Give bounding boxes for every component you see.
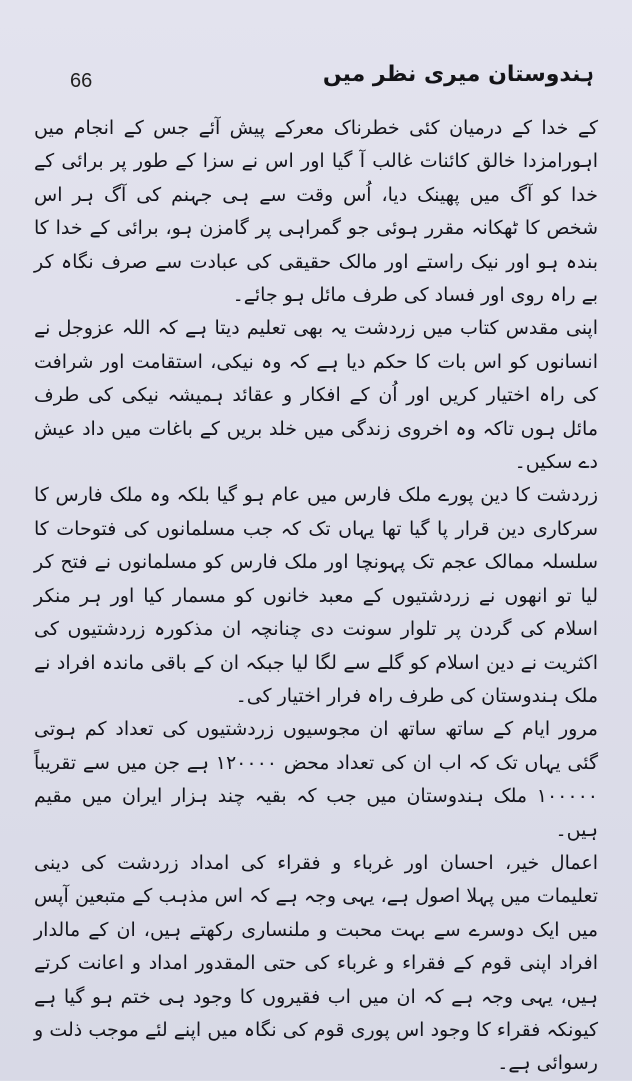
paragraph: اعمال خیر، احسان اور غرباء و فقراء کی امداد زردشت کی دینی تعلیمات میں پہلا اصول ہے، یہی وجہ ہے کہ اس مذہب کے متبعین آپس میں ایک دوسرے سے بہت محبت و ملنساری رکھتے ہیں، ان کے مالدار افراد اپنی قوم کے فقراء و غرباء کی حتی المقدور امداد و اعانت کرتے ہیں، یہی وجہ ہے کہ ان میں اب فقیروں کا وجود ہی ختم ہو گیا ہے کیونکہ فقراء کا وجود اس پوری قوم کی نگاہ میں اپنے لئے موجب ذلت و رسوائی ہے۔ [34,851,598,1075]
paragraph: مرور ایام کے ساتھ ساتھ ان مجوسیوں زردشتیوں کی تعداد کم ہوتی گئی یہاں تک کہ اب ان کی تعداد محض ۱۲۰۰۰۰ ہے جن میں سے تقریباً ۱۰۰۰۰۰ ملک ہندوستان میں جب کہ بقیہ چند ہزار ایران میں مقیم ہیں۔ [34,718,598,841]
paragraph: کے خدا کے درمیان کئی خطرناک معرکے پیش آئے جس کے انجام میں اہورامزدا خالق کائنات غالب آ گیا اور اس نے سزا کے طور پر برائی کے خدا کو آگ میں پھینک دیا، اُس وقت سے ہی جہنم کی آگ ہر اس شخص کا ٹھکانہ مقرر ہوئی جو گمراہی پر گامزن ہو، برائی کے خدا کا بندہ ہو اور نیک راستے اور مالک حقیقی کی عبادت سے صرف نگاہ کر بے راہ روی اور فساد کی طرف مائل ہو جائے۔ [34,117,598,307]
page-number: 66 [70,70,93,92]
paragraph: زردشت کا دین پورے ملک فارس میں عام ہو گیا بلکہ وہ ملک فارس کا سرکاری دین قرار پا گیا تھا یہاں تک کہ جب مسلمانوں کی فتوحات کا سلسلہ ممالک عجم تک پہونچا اور ملک فارس کو مسلمانوں نے فتح کر لیا تو انھوں نے زردشتیوں کے معبد خانوں کو مسمار کیا اور ہر منکر اسلام کی گردن پر تلوار سونت دی چنانچہ ان مذکورہ زردشتیوں کی اکثریت نے دین اسلام کو گلے سے لگا لیا جبکہ ان کے باقی ماندہ افراد نے ملک ہندوستان کی طرف راہ فرار اختیار کی۔ [34,484,598,707]
paragraph: اپنی مقدس کتاب میں زردشت یہ بھی تعلیم دیتا ہے کہ اللہ عزوجل نے انسانوں کو اس بات کا حکم دیا ہے کہ وہ نیکی، استقامت اور شرافت کی راہ اختیار کریں اور اُن کے افکار و عقائد ہمیشہ نیکی کی طرف مائل ہوں تاکہ وہ اخروی زندگی میں خلد بریں کے باغات میں داد عیش دے سکیں۔ [34,317,598,474]
body-text [34,112,598,1081]
running-title: ہندوستان میری نظر میں [322,62,594,87]
